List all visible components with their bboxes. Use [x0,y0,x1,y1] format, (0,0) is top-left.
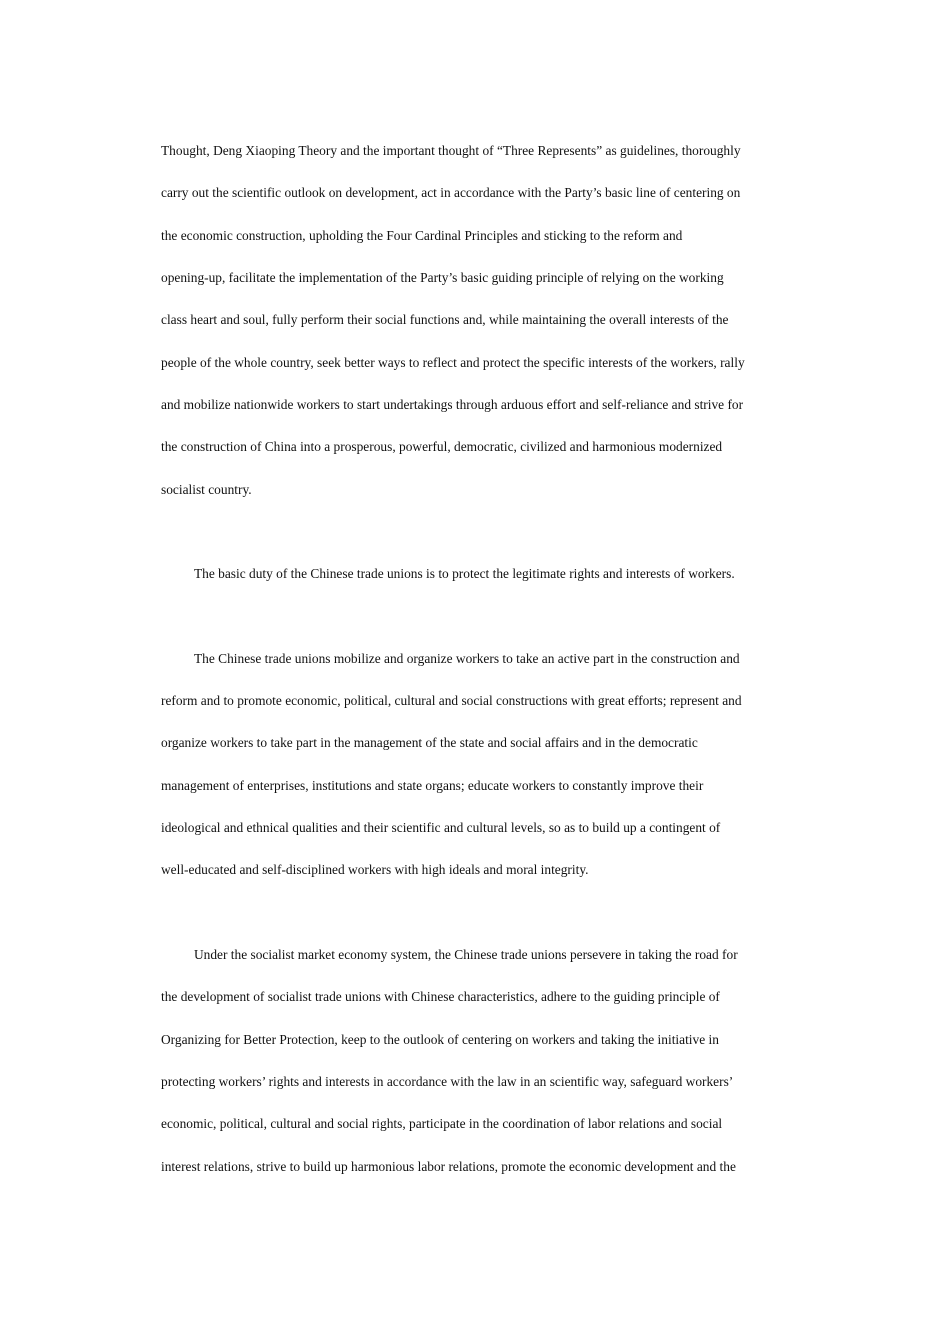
text-line: the development of socialist trade unions with Chinese characteristics, adhere to the guiding principle of [161,989,720,1004]
text-line: interest relations, strive to build up harmonious labor relations, promote the economic development and the [161,1159,736,1174]
text-line: and mobilize nationwide workers to start undertakings through arduous effort and self-reliance and strive for [161,397,744,412]
text-line: the economic construction, upholding the Four Cardinal Principles and sticking to the reform and [161,228,683,243]
text-line: management of enterprises, institutions and state organs; educate workers to constantly improve their [161,778,704,793]
text-line: Thought, Deng Xiaoping Theory and the important thought of “Three Represents” as guidelines, thoroughly [161,143,741,158]
text-line: organize workers to take part in the management of the state and social affairs and in the democratic [161,735,698,750]
text-line: The basic duty of the Chinese trade unions is to protect the legitimate rights and interests of workers. [194,566,735,581]
text-line: class heart and soul, fully perform their social functions and, while maintaining the overall interests of the [161,312,729,327]
text-line: carry out the scientific outlook on development, act in accordance with the Party’s basic line of centering on [161,185,741,200]
text-line: well-educated and self-disciplined workers with high ideals and moral integrity. [161,862,589,877]
text-line: protecting workers’ rights and interests in accordance with the law in an scientific way, safeguard workers’ [161,1074,734,1089]
text-line: economic, political, cultural and social rights, participate in the coordination of labor relations and social [161,1116,723,1131]
text-line: Organizing for Better Protection, keep to the outlook of centering on workers and taking the initiative in [161,1032,719,1047]
text-line: people of the whole country, seek better ways to reflect and protect the specific interests of the workers, rally [161,355,745,370]
text-line: socialist country. [161,482,252,497]
text-line: Under the socialist market economy system, the Chinese trade unions persevere in taking the road for [194,947,738,962]
text-line: opening-up, facilitate the implementation of the Party’s basic guiding principle of relying on the working [161,270,724,285]
text-line: ideological and ethnical qualities and their scientific and cultural levels, so as to build up a contingent of [161,820,721,835]
text-line: the construction of China into a prosperous, powerful, democratic, civilized and harmonious modernized [161,439,723,454]
text-line: reform and to promote economic, political, cultural and social constructions with great efforts; represent and [161,693,742,708]
text-line: The Chinese trade unions mobilize and organize workers to take an active part in the construction and [194,651,740,666]
